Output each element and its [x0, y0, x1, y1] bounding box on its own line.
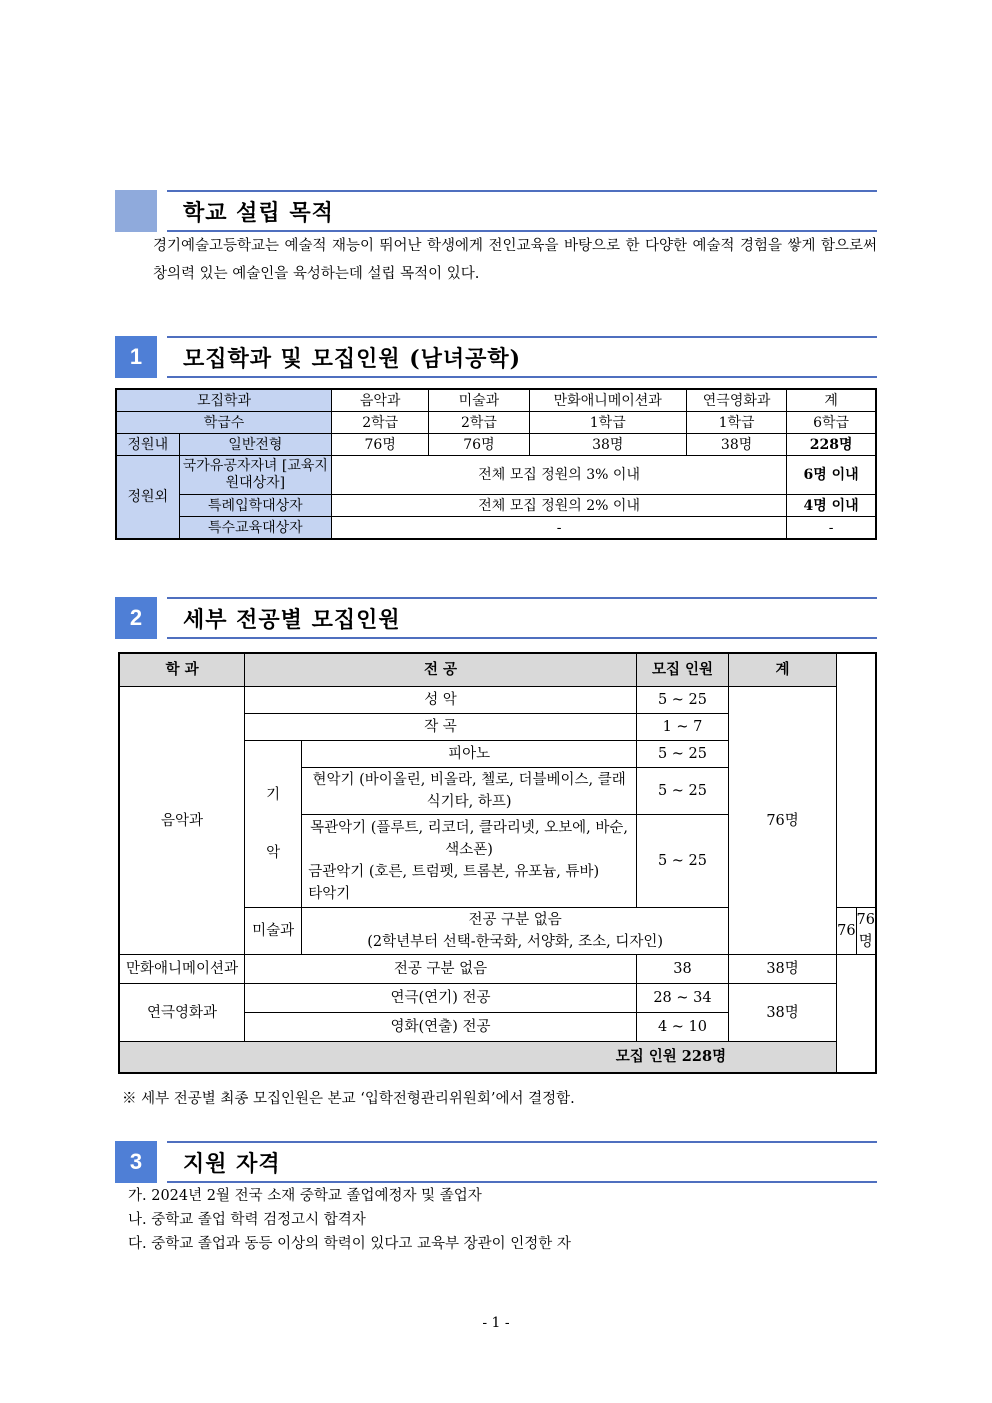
table-cell: 2학급	[332, 412, 429, 434]
header-cell: 모집학과	[116, 389, 332, 412]
row-label: 일반전형	[179, 434, 331, 456]
woodwind-text: 목관악기 (플루트, 리코더, 클라리넷, 오보에, 바순, 색소폰)	[310, 820, 629, 858]
grand-total: 모집 인원 228명	[119, 1042, 837, 1074]
table-cell: 28 ~ 34	[636, 984, 728, 1013]
table-cell: 76	[837, 908, 856, 955]
table-cell: 6명 이내	[787, 456, 876, 495]
dept-cell: 만화애니메이션과	[119, 955, 245, 984]
table-cell: 성 악	[245, 687, 637, 714]
section-header-1	[115, 336, 877, 380]
header-cell: 연극영화과	[686, 389, 786, 412]
group-label: 정원외	[116, 456, 179, 540]
art-major-line-1: 전공 구분 없음	[468, 912, 562, 928]
header-cell: 계	[787, 389, 876, 412]
table-cell: 5 ~ 25	[636, 815, 728, 908]
major-table	[118, 652, 877, 1074]
row-label: 특례입학대상자	[179, 495, 331, 517]
table-cell: 1 ~ 7	[636, 714, 728, 741]
table-cell: -	[787, 517, 876, 540]
total-cell: 38명	[729, 955, 837, 984]
header-cell: 모집 인원	[636, 653, 728, 687]
section-header-purpose	[115, 190, 877, 234]
eligibility-list	[128, 1184, 571, 1256]
table-row	[116, 434, 876, 456]
section-number: 1	[115, 336, 157, 378]
section-title: 학교 설립 목적	[183, 200, 334, 226]
list-item: 나. 중학교 졸업 학력 검정고시 합격자	[128, 1212, 366, 1228]
table-cell: 38	[636, 955, 728, 984]
row-label: 학급수	[116, 412, 332, 434]
header-cell: 미술과	[429, 389, 529, 412]
table-cell: 영화(연출) 전공	[245, 1013, 637, 1042]
total-cell: 76명	[856, 908, 876, 955]
header-cell: 학 과	[119, 653, 245, 687]
header-cell: 만화애니메이션과	[529, 389, 686, 412]
winds-cell	[302, 815, 637, 908]
header-cell: 계	[729, 653, 837, 687]
dept-cell: 미술과	[245, 908, 302, 955]
group-label: 정원내	[116, 434, 179, 456]
table-cell: 76명	[332, 434, 429, 456]
dept-cell: 연극영화과	[119, 984, 245, 1042]
table-cell: 38명	[686, 434, 786, 456]
table-row	[119, 1042, 876, 1074]
table-row	[116, 456, 876, 495]
table-row	[119, 687, 876, 714]
table-cell: 4명 이내	[787, 495, 876, 517]
table-cell: 전체 모집 정원의 2% 이내	[332, 495, 787, 517]
table-row	[116, 412, 876, 434]
list-item: 다. 중학교 졸업과 동등 이상의 학력이 있다고 교육부 장관이 인정한 자	[128, 1236, 571, 1252]
table-cell: 전체 모집 정원의 3% 이내	[332, 456, 787, 495]
page-number: - 1 -	[482, 1315, 510, 1331]
table-cell: 38명	[529, 434, 686, 456]
table-row	[119, 984, 876, 1013]
table-cell: -	[332, 517, 787, 540]
table-row	[116, 495, 876, 517]
table-row	[119, 653, 876, 687]
footnote: ※ 세부 전공별 최종 모집인원은 본교 ‘입학전형관리위원회’에서 결정함.	[122, 1091, 575, 1107]
header-cell: 음악과	[332, 389, 429, 412]
section-header-2	[115, 597, 877, 641]
section-header-3	[115, 1141, 877, 1185]
section-title: 세부 전공별 모집인원	[183, 607, 401, 633]
table-cell: 228명	[787, 434, 876, 456]
table-cell: 1학급	[686, 412, 786, 434]
table-cell: 연극(연기) 전공	[245, 984, 637, 1013]
table-row	[116, 389, 876, 412]
instrument-label-2: 악	[266, 845, 281, 861]
total-cell: 38명	[729, 984, 837, 1042]
instrument-label-cell	[245, 741, 302, 908]
section-title: 모집학과 및 모집인원 (남녀공학)	[183, 346, 522, 372]
table-row	[119, 955, 876, 984]
row-label: 특수교육대상자	[179, 517, 331, 540]
table-cell: 6학급	[787, 412, 876, 434]
recruitment-table	[115, 388, 877, 540]
row-label: 국가유공자자녀 [교육지원대상자]	[179, 456, 331, 495]
list-item: 가. 2024년 2월 전국 소재 중학교 졸업예정자 및 졸업자	[128, 1188, 482, 1204]
section-marker	[115, 190, 157, 232]
instrument-label-1: 기	[266, 787, 281, 803]
table-cell: 현악기 (바이올린, 비올라, 첼로, 더블베이스, 클래식기타, 하프)	[302, 768, 637, 815]
brass-text: 금관악기 (호른, 트럼펫, 트롬본, 유포늄, 튜바)	[308, 864, 600, 880]
table-cell: 작 곡	[245, 714, 637, 741]
table-cell: 76명	[429, 434, 529, 456]
purpose-text: 경기예술고등학교는 예술적 재능이 뛰어난 학생에게 전인교육을 바탕으로 한 다양한 예술적 경험을 쌓게 함으로써 창의력 있는 예술인을 육성하는데 설립 목적이 있다.	[153, 238, 877, 282]
percussion-text: 타악기	[308, 886, 351, 902]
total-cell: 76명	[729, 687, 837, 955]
table-cell: 4 ~ 10	[636, 1013, 728, 1042]
table-cell: 2학급	[429, 412, 529, 434]
table-cell: 5 ~ 25	[636, 687, 728, 714]
section-title: 지원 자격	[183, 1151, 281, 1177]
table-row	[116, 517, 876, 540]
table-cell: 5 ~ 25	[636, 741, 728, 768]
section-number: 3	[115, 1141, 157, 1183]
dept-cell: 음악과	[119, 687, 245, 955]
table-cell: 5 ~ 25	[636, 768, 728, 815]
table-cell: 전공 구분 없음	[245, 955, 637, 984]
section-number: 2	[115, 597, 157, 639]
art-major-line-2: (2학년부터 선택-한국화, 서양화, 조소, 디자인)	[367, 934, 664, 950]
table-cell	[302, 908, 729, 955]
table-cell: 1학급	[529, 412, 686, 434]
table-cell: 피아노	[302, 741, 637, 768]
header-cell: 전 공	[245, 653, 637, 687]
